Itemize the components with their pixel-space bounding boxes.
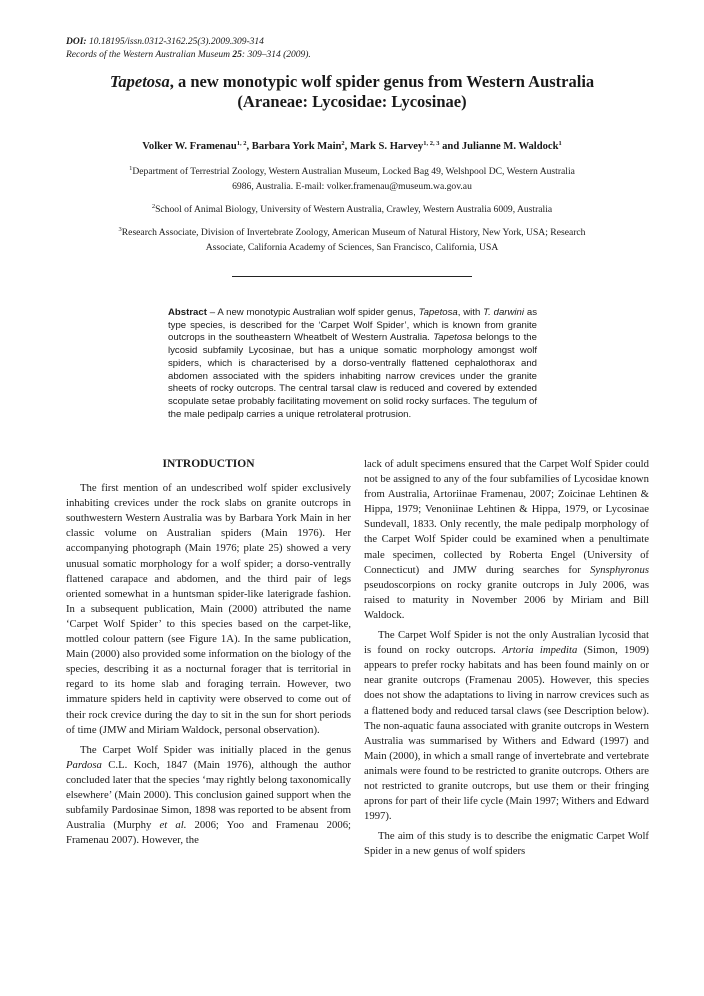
left-column [66, 457, 351, 848]
paragraph: The Carpet Wolf Spider is not the only Australian lycosid that is found on rocky outcrops. Artoria impedita (Simon, 1909) appears to prefer rocky habitats and has been found mainly on or near granite outcrops (Framenau 2005). However, this species does not show the adaptations to living in narrow crevices such as a flattened body and reduced tarsal claws (see Description below). The non-aquatic fauna associated with granite outcrops in Western Australia was summarised by Withers and Edward (1997) and Main (2000), in which a small range of invertebrate and vertebrate animals were found to be restricted to granite outcrops. Others are not restricted to granite outcrops, but use them or their fringing aprons for part of their life cycle (Main 1997; Withers and Edward 1997). [364, 629, 649, 823]
paragraph: The first mention of an undescribed wolf spider exclusively inhabiting crevices under the rock slabs on granite outcrops in southwestern Western Australia was by Barbara York Main in her classic volume on Australian spiders (Main 1976). Her accompanying photograph (Main 1976; plate 25) showed a very unusual somatic morphology for a wolf spider; a dorso-ventrally flattened carapace and abdomen, and the third pair of legs oriented somewhat in a huntsman spider-like laterigrade fashion. In a subsequent publication, Main (2000) attributed the name ‘Carpet Wolf Spider’ to this species based on the carpet-like, mottled colour pattern (see Figure 1A). In the same publication, Main (2000) also provided some information on the biology of the species, describing it as a nocturnal forager that is territorial in regard to its home slab and foraging terrain. However, two immature spiders held in captivity were observed to come out of their rock crevice during the day to sit in the sun for short periods of time (JMW and Miriam Waldock, personal observation). [66, 482, 351, 736]
abstract: Abstract – A new monotypic Australian wolf spider genus, Tapetosa, with T. darwini as type species, is described for the ‘Carpet Wolf Spider’, which is known from granite outcrops in the southeastern Wheatbelt of Western Australia. Tapetosa belongs to the lycosid subfamily Lycosinae, but has a unique somatic morphology amongst wolf spiders, which is characterised by a dorso-ventrally flattened cephalothorax and abdomen associated with the spiders inhabiting narrow crevices under the granite sheets of rocky outcrops. The central tarsal claw is reduced and covered by extended scopulate setae probably facilitating movement on solid rocky surfaces. The tegulum of the male pedipalp carries a unique retrolateral protrusion. [168, 307, 538, 420]
journal-citation: Records of the Western Australian Museum 25: 309–314 (2009). [66, 50, 311, 60]
paragraph: The Carpet Wolf Spider was initially placed in the genus Pardosa C.L. Koch, 1847 (Main 1976), although the author concluded later that the species ‘may rightly belong taxonomically elsewhere’ (Main 2000). This conclusion gained support when the subfamily Pardosinae Simon, 1898 was reported to be absent from Australia (Murphy et al. 2006; Yoo and Framenau 2006; Framenau 2007). However, the [66, 743, 352, 847]
separator-rule [232, 276, 472, 277]
paragraph: lack of adult specimens ensured that the Carpet Wolf Spider could not be assigned to any of the four subfamilies of Lycosidae known from Australia, Artoriinae Framenau, 2007; Zoicinae Lehtinen & Hippa, 1979; Venoniinae Lehtinen & Hippa, 1979, or Lycosinae Sundevall, 1833. Only recently, the male pedipalp morphology of the Carpet Wolf Spider could be examined when a penultimate male specimen, collected by Roberta Engel (University of Connecticut) and JMW during searches for Synsphyronus pseudoscorpions on rocky granite outcrops in July 2006, was raised to maturity in November 2006 by Miriam and Bill Waldock. [364, 458, 649, 621]
affiliation-3: $^3$Research Associate, Division of Invertebrate Zoology, American Museum of Natural History, New York, USA; Research Associate, California Academy of Sciences, San Francisco, California, USA [118, 226, 586, 253]
author-list: Volker W. Framenau$^{1, 2}$, Barbara York Main$^2$, Mark S. Harvey$^{1, 2, 3}$ and Julianne M. Waldock$^1$ [142, 140, 562, 152]
paragraph: The aim of this study is to describe the enigmatic Carpet Wolf Spider in a new genus of wolf spiders [364, 830, 649, 858]
right-column [364, 457, 649, 859]
doi-header [66, 36, 311, 62]
affiliation-2: $^2$School of Animal Biology, University of Western Australia, Crawley, Western Australia 6009, Australia [151, 203, 553, 215]
affiliation-1: $^1$Department of Terrestrial Zoology, Western Australian Museum, Locked Bag 49, Welshpool DC, Western Australia 6986, Australia. E-mail: volker.framenau@museum.wa.gov.au [129, 165, 575, 192]
section-heading-introduction: INTRODUCTION [162, 458, 255, 470]
paper-title: Tapetosa, a new monotypic wolf spider genus from Western Australia (Araneae: Lycosidae: Lycosinae) [109, 72, 595, 111]
doi-line: DOI: 10.18195/issn.0312-3162.25(3).2009.309-314 [66, 37, 264, 47]
